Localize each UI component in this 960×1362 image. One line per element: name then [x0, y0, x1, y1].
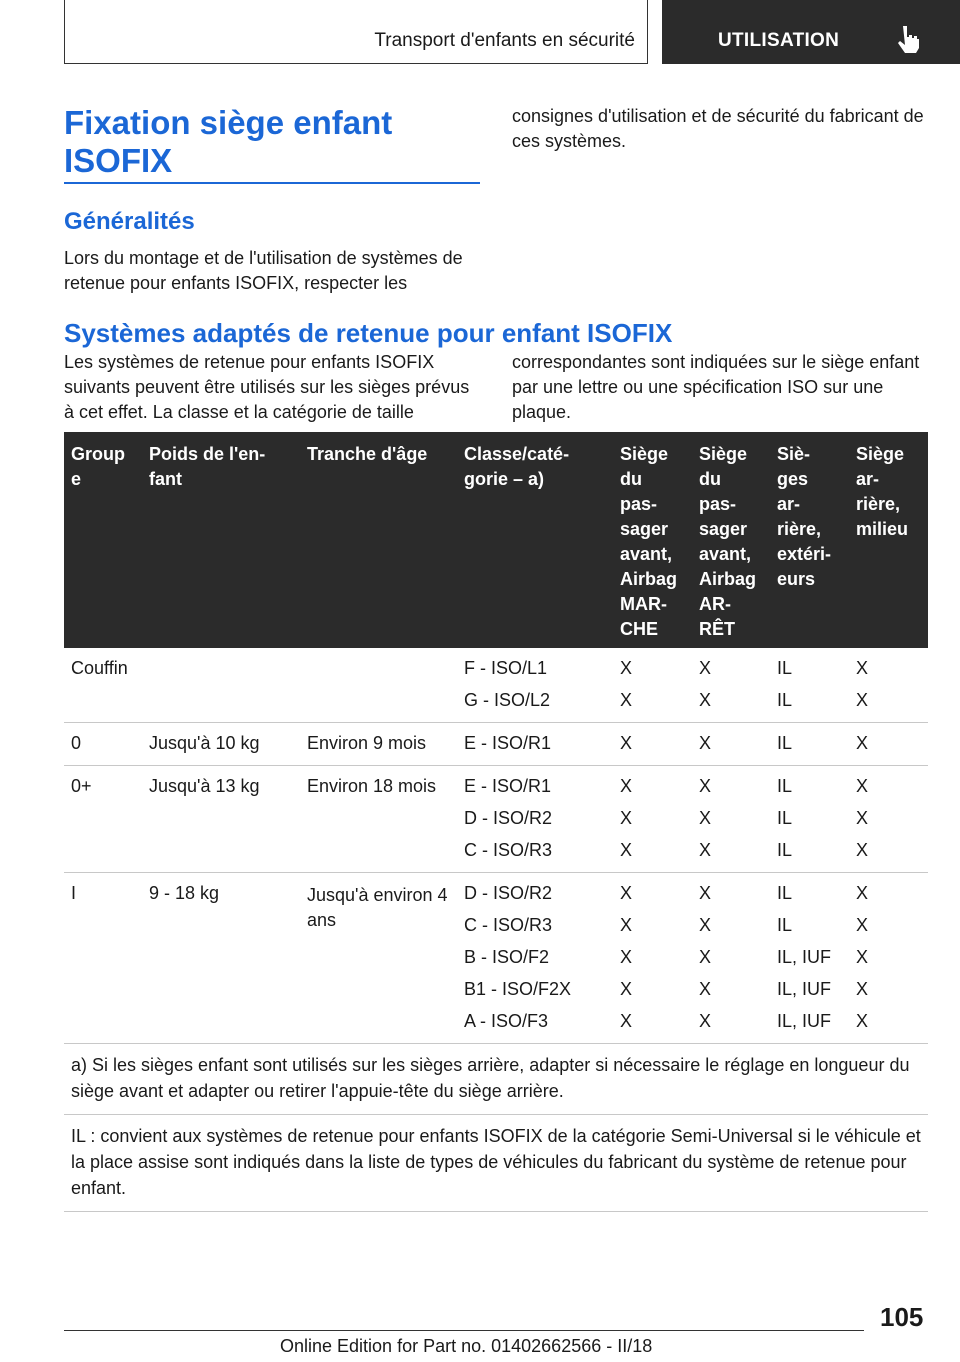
page-number: 105 — [880, 1302, 924, 1332]
table-cell: B1 - ISO/F2X — [464, 979, 572, 999]
table-cell: IL, IUF — [777, 947, 832, 967]
table-cell: IL — [777, 658, 793, 678]
table-cell: X — [620, 915, 633, 935]
table-row — [64, 648, 928, 723]
table-note: a) Si les sièges enfant sont utilisés sur les sièges arrière, adapter si nécessaire le réglage en longueur du siège avant et adapter ou retirer l'appuie-tête du siège arrière. — [64, 1044, 928, 1115]
systems-text-left: Les systèmes de retenue pour enfants ISOFIX suivants peuvent être utilisés sur les sièges prévus à cet effet. La classe et la catégorie de taille — [64, 352, 470, 422]
table-cell: IL — [777, 883, 793, 903]
page-title: Fixation siège enfant ISOFIX — [64, 104, 393, 179]
table-cell: X — [856, 979, 869, 999]
table-row — [64, 766, 928, 873]
table-cell: X — [620, 690, 633, 710]
table-header-cell: Siège du pas- sager avant, Airbag AR- RÊT — [699, 444, 757, 639]
table-cell: D - ISO/R2 — [464, 808, 553, 828]
table-cell: X — [699, 840, 712, 860]
table-cell: X — [699, 690, 712, 710]
table-body — [64, 648, 928, 1044]
table-cell: IL — [777, 808, 793, 828]
table-cell: X — [856, 840, 869, 860]
table-cell: C - ISO/R3 — [464, 915, 553, 935]
table-cell: D - ISO/R2 — [464, 883, 553, 903]
table-cell: IL — [777, 776, 793, 796]
table-cell: X — [620, 947, 633, 967]
table-cell: X — [699, 979, 712, 999]
table-cell: Jusqu'à 10 kg — [149, 733, 260, 753]
table-cell: Couffin — [71, 658, 128, 678]
table-cell: X — [856, 947, 869, 967]
table-header-cell: Siè- ges ar- rière, extéri- eurs — [777, 444, 832, 589]
generalites-text-right: consignes d'utilisation et de sécurité du fabricant de ces systèmes. — [512, 106, 924, 151]
table-cell: Environ 9 mois — [307, 733, 427, 753]
table-cell: IL — [777, 690, 793, 710]
table-row — [64, 873, 928, 1044]
hand-pointer-icon — [894, 24, 922, 54]
table-cell: 0 — [71, 733, 82, 753]
table-cell: IL, IUF — [777, 1011, 832, 1031]
table-cell: X — [856, 808, 869, 828]
table-cell: X — [856, 733, 869, 753]
table-cell: Jusqu'à 13 kg — [149, 776, 260, 796]
table-header-cell: Classe/caté- gorie – a) — [464, 444, 570, 489]
table-cell: IL — [777, 840, 793, 860]
table-header-cell: Siège ar- rière, milieu — [856, 444, 909, 539]
table-cell: X — [620, 658, 633, 678]
table-cell: X — [620, 808, 633, 828]
table-cell: X — [856, 690, 869, 710]
table-cell: X — [699, 947, 712, 967]
table-cell: E - ISO/R1 — [464, 733, 552, 753]
table-cell: X — [699, 1011, 712, 1031]
header-chapter-title: UTILISATION — [718, 30, 840, 51]
table-cell: X — [856, 776, 869, 796]
table-header-cell: Group e — [71, 444, 125, 489]
table-header-cell: Tranche d'âge — [307, 444, 428, 464]
table-note: IL : convient aux systèmes de retenue pour enfants ISOFIX de la catégorie Semi-Universal si le véhicule et la place assise sont indiqués dans la liste de types de véhicules du fabricant du système de retenue pour enfant. — [64, 1115, 928, 1212]
footer-edition: Online Edition for Part no. 01402662566 - II/18 — [280, 1336, 653, 1356]
footer-rule — [64, 1330, 864, 1331]
table-cell: 0+ — [71, 776, 92, 796]
title-underline — [64, 182, 480, 184]
table-cell: X — [856, 1011, 869, 1031]
table-cell: X — [699, 808, 712, 828]
header-section-box — [64, 0, 648, 64]
table-cell: I — [71, 883, 77, 903]
table-cell: X — [699, 883, 712, 903]
table-cell: IL, IUF — [777, 979, 832, 999]
table-cell: X — [620, 840, 633, 860]
table-cell: X — [856, 658, 869, 678]
table-cell: X — [699, 915, 712, 935]
header-section-title: Transport d'enfants en sécurité — [374, 30, 635, 51]
header-chapter-tab — [662, 0, 960, 64]
table-cell: X — [620, 733, 633, 753]
table-cell: X — [699, 776, 712, 796]
table-cell: X — [620, 1011, 633, 1031]
table-cell: X — [620, 776, 633, 796]
table-cell: A - ISO/F3 — [464, 1011, 549, 1031]
table-cell: E - ISO/R1 — [464, 776, 552, 796]
table-cell: 9 - 18 kg — [149, 883, 220, 903]
isofix-table — [64, 432, 928, 1212]
table-cell: X — [856, 883, 869, 903]
table-cell: X — [620, 883, 633, 903]
table-cell: X — [699, 733, 712, 753]
table-row — [64, 723, 928, 766]
table-header-cell: Siège du pas- sager avant, Airbag MAR- CHE — [620, 444, 678, 639]
generalites-text-left: Lors du montage et de l'utilisation de systèmes de retenue pour enfants ISOFIX, respecter les — [64, 248, 463, 293]
table-cell: X — [856, 915, 869, 935]
table-cell: B - ISO/F2 — [464, 947, 550, 967]
table-notes — [64, 1044, 928, 1212]
table-cell: Jusqu'à environ 4 ans — [307, 885, 448, 930]
table-cell: X — [699, 658, 712, 678]
table-cell: G - ISO/L2 — [464, 690, 551, 710]
table-header — [64, 432, 928, 648]
systems-heading: Systèmes adaptés de retenue pour enfant ISOFIX — [64, 318, 673, 348]
table-cell: IL — [777, 915, 793, 935]
table-cell: C - ISO/R3 — [464, 840, 553, 860]
table-cell: Environ 18 mois — [307, 776, 437, 796]
systems-text-right: correspondantes sont indiquées sur le siège enfant par une lettre ou une spécification ISO sur une plaque. — [512, 352, 920, 422]
table-cell: IL — [777, 733, 793, 753]
table-header-cell: Poids de l'en- fant — [149, 444, 266, 489]
table-cell: F - ISO/L1 — [464, 658, 548, 678]
generalites-heading: Généralités — [64, 208, 195, 235]
table-cell: X — [620, 979, 633, 999]
